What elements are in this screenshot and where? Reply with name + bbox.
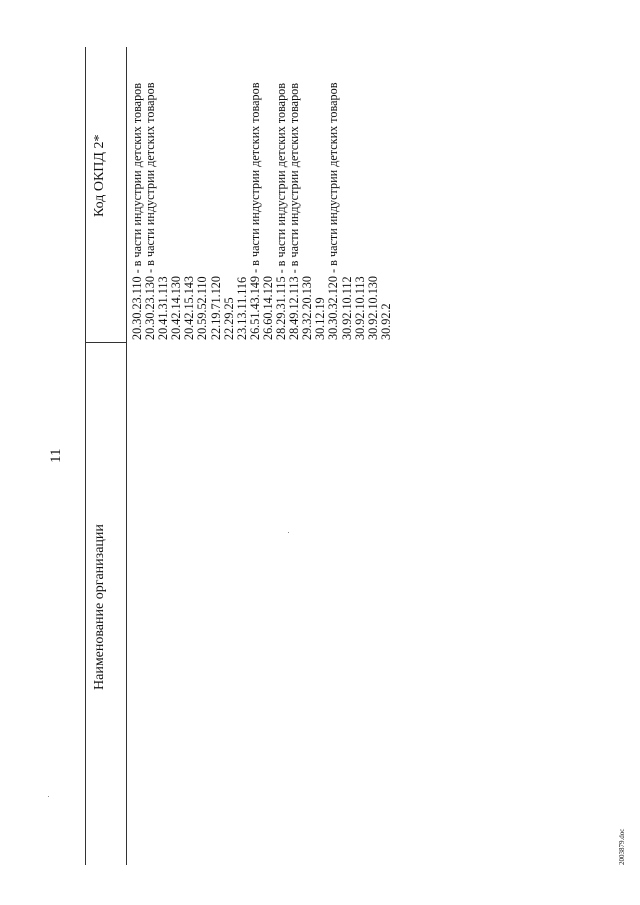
table-column-divider	[85, 342, 126, 343]
table-header-bottom-rule	[126, 47, 127, 865]
list-item: 26.60.14.120	[260, 276, 275, 340]
page-number: 11	[48, 448, 64, 463]
list-item: 26.51.43.149 - в части индустрии детских товаров	[247, 82, 262, 340]
list-item: 28.29.31.115 - в части индустрии детских товаров	[274, 82, 289, 340]
document-file-id: 2003879.doc	[618, 828, 626, 865]
list-item: 30.92.10.130	[365, 276, 380, 340]
list-item: 23.13.11.116	[234, 276, 249, 340]
list-item: 20.59.52.110	[195, 276, 210, 340]
scan-speck	[48, 796, 49, 797]
list-item: 30.12.19	[313, 297, 328, 340]
list-item: 30.92.2	[378, 303, 393, 340]
table-top-rule	[85, 47, 86, 865]
header-okpd2-code: Код ОКПД 2*	[92, 134, 107, 217]
list-item: 30.92.10.113	[352, 276, 367, 340]
list-item: 20.42.15.143	[182, 276, 197, 340]
list-item: 22.19.71.120	[208, 276, 223, 340]
scan-speck	[288, 532, 289, 533]
okpd2-code-list	[131, 50, 393, 340]
list-item: 30.92.10.112	[339, 276, 354, 340]
list-item: 20.30.23.110 - в части индустрии детских товаров	[130, 82, 144, 340]
list-item: 28.49.12.113 - в части индустрии детских товаров	[287, 82, 302, 340]
list-item: 20.42.14.130	[169, 276, 184, 340]
list-item: 22.29.25	[221, 297, 236, 340]
list-item: 20.30.23.130 - в части индустрии детских товаров	[143, 82, 158, 340]
list-item: 29.32.20.130	[300, 276, 315, 340]
list-item: 30.30.32.120 - в части индустрии детских товаров	[326, 82, 341, 340]
list-item: 20.41.31.113	[156, 276, 171, 340]
header-organization-name: Наименование организации	[92, 524, 107, 690]
